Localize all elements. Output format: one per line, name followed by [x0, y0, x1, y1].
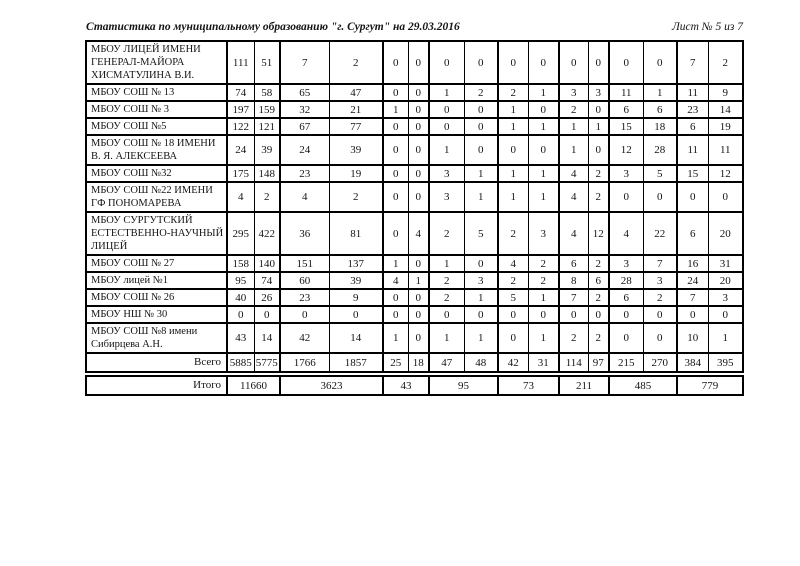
value-cell: 23	[280, 289, 329, 306]
value-cell: 4	[559, 212, 588, 255]
value-cell: 11	[609, 84, 643, 101]
value-cell: 19	[329, 165, 383, 182]
total-value-cell: 18	[408, 353, 429, 372]
value-cell: 7	[677, 41, 708, 84]
value-cell: 0	[383, 306, 408, 323]
value-cell: 4	[280, 182, 329, 212]
value-cell: 67	[280, 118, 329, 135]
value-cell: 39	[329, 135, 383, 165]
value-cell: 39	[329, 272, 383, 289]
value-cell: 0	[559, 41, 588, 84]
report-title: Статистика по муниципальному образованию "г. Сургут" на 29.03.2016	[86, 21, 460, 33]
tables-wrap	[85, 40, 744, 396]
value-cell: 6	[588, 272, 609, 289]
value-cell: 175	[227, 165, 254, 182]
grand-total-value-cell: 73	[498, 376, 559, 395]
school-name-cell: МБОУ СОШ № 18 ИМЕНИ В. Я. АЛЕКСЕЕВА	[86, 135, 227, 165]
value-cell: 47	[329, 84, 383, 101]
value-cell: 0	[383, 41, 408, 84]
value-cell: 1	[383, 255, 408, 272]
value-cell: 28	[643, 135, 677, 165]
value-cell: 0	[408, 255, 429, 272]
value-cell: 3	[464, 272, 498, 289]
value-cell: 3	[528, 212, 559, 255]
value-cell: 0	[528, 135, 559, 165]
grand-total-value-cell: 485	[609, 376, 677, 395]
school-name-cell: МБОУ СОШ №22 ИМЕНИ ГФ ПОНОМАРЕВА	[86, 182, 227, 212]
value-cell: 7	[677, 289, 708, 306]
value-cell: 5	[498, 289, 528, 306]
value-cell: 1	[383, 101, 408, 118]
value-cell: 2	[254, 182, 280, 212]
value-cell: 74	[227, 84, 254, 101]
value-cell: 1	[528, 118, 559, 135]
value-cell: 1	[429, 255, 464, 272]
value-cell: 0	[609, 182, 643, 212]
value-cell: 0	[677, 306, 708, 323]
value-cell: 0	[408, 306, 429, 323]
table-row	[86, 255, 743, 272]
value-cell: 0	[408, 165, 429, 182]
value-cell: 3	[588, 84, 609, 101]
value-cell: 23	[677, 101, 708, 118]
value-cell: 0	[408, 323, 429, 353]
table-row	[86, 182, 743, 212]
value-cell: 3	[643, 272, 677, 289]
total-row	[86, 353, 743, 372]
value-cell: 0	[408, 182, 429, 212]
value-cell: 1	[498, 118, 528, 135]
value-cell: 22	[643, 212, 677, 255]
grand-total-value-cell: 211	[559, 376, 609, 395]
value-cell: 2	[588, 289, 609, 306]
value-cell: 12	[708, 165, 743, 182]
value-cell: 2	[588, 165, 609, 182]
value-cell: 1	[429, 323, 464, 353]
value-cell: 2	[588, 182, 609, 212]
school-name-cell: МБОУ СУРГУТСКИЙ ЕСТЕСТВЕННО-НАУЧНЫЙ ЛИЦЕЙ	[86, 212, 227, 255]
value-cell: 12	[609, 135, 643, 165]
school-name-cell: МБОУ СОШ №32	[86, 165, 227, 182]
value-cell: 0	[429, 101, 464, 118]
total-value-cell: 114	[559, 353, 588, 372]
school-name-cell: МБОУ ЛИЦЕЙ ИМЕНИ ГЕНЕРАЛ-МАЙОРА ХИСМАТУЛИНА В.И.	[86, 41, 227, 84]
value-cell: 1	[498, 101, 528, 118]
value-cell: 2	[708, 41, 743, 84]
value-cell: 14	[254, 323, 280, 353]
value-cell: 122	[227, 118, 254, 135]
school-name-cell: МБОУ лицей №1	[86, 272, 227, 289]
total-label-cell: Всего	[86, 353, 227, 372]
value-cell: 0	[408, 101, 429, 118]
grand-total-value-cell: 43	[383, 376, 429, 395]
value-cell: 1	[408, 272, 429, 289]
value-cell: 1	[383, 323, 408, 353]
value-cell: 8	[559, 272, 588, 289]
value-cell: 0	[677, 182, 708, 212]
value-cell: 6	[559, 255, 588, 272]
total-value-cell: 48	[464, 353, 498, 372]
value-cell: 3	[609, 165, 643, 182]
value-cell: 1	[498, 165, 528, 182]
value-cell: 24	[677, 272, 708, 289]
value-cell: 2	[559, 101, 588, 118]
school-name-cell: МБОУ СОШ № 3	[86, 101, 227, 118]
value-cell: 197	[227, 101, 254, 118]
value-cell: 0	[429, 41, 464, 84]
value-cell: 20	[708, 212, 743, 255]
value-cell: 5	[643, 165, 677, 182]
value-cell: 1	[559, 135, 588, 165]
value-cell: 7	[643, 255, 677, 272]
value-cell: 4	[559, 165, 588, 182]
value-cell: 58	[254, 84, 280, 101]
value-cell: 0	[498, 41, 528, 84]
total-value-cell: 31	[528, 353, 559, 372]
value-cell: 0	[254, 306, 280, 323]
value-cell: 6	[677, 212, 708, 255]
value-cell: 36	[280, 212, 329, 255]
grand-total-value-cell: 779	[677, 376, 743, 395]
value-cell: 158	[227, 255, 254, 272]
value-cell: 4	[559, 182, 588, 212]
table-row	[86, 272, 743, 289]
grand-total-value-cell: 3623	[280, 376, 383, 395]
value-cell: 0	[464, 135, 498, 165]
value-cell: 95	[227, 272, 254, 289]
value-cell: 137	[329, 255, 383, 272]
value-cell: 2	[588, 323, 609, 353]
value-cell: 60	[280, 272, 329, 289]
value-cell: 0	[464, 41, 498, 84]
value-cell: 42	[280, 323, 329, 353]
value-cell: 140	[254, 255, 280, 272]
value-cell: 2	[429, 272, 464, 289]
school-name-cell: МБОУ СОШ № 27	[86, 255, 227, 272]
value-cell: 28	[609, 272, 643, 289]
value-cell: 2	[498, 84, 528, 101]
value-cell: 0	[643, 182, 677, 212]
value-cell: 0	[643, 323, 677, 353]
statistics-table	[85, 40, 744, 373]
table-row	[86, 165, 743, 182]
value-cell: 6	[609, 101, 643, 118]
value-cell: 121	[254, 118, 280, 135]
value-cell: 23	[280, 165, 329, 182]
value-cell: 0	[408, 118, 429, 135]
value-cell: 2	[429, 212, 464, 255]
value-cell: 20	[708, 272, 743, 289]
value-cell: 2	[464, 84, 498, 101]
table-row	[86, 323, 743, 353]
value-cell: 2	[498, 212, 528, 255]
value-cell: 1	[528, 323, 559, 353]
value-cell: 0	[227, 306, 254, 323]
school-name-cell: МБОУ СОШ № 13	[86, 84, 227, 101]
school-name-cell: МБОУ СОШ № 26	[86, 289, 227, 306]
value-cell: 16	[677, 255, 708, 272]
value-cell: 31	[708, 255, 743, 272]
value-cell: 0	[383, 135, 408, 165]
value-cell: 1	[464, 165, 498, 182]
value-cell: 14	[329, 323, 383, 353]
value-cell: 1	[464, 182, 498, 212]
value-cell: 0	[588, 306, 609, 323]
value-cell: 24	[280, 135, 329, 165]
value-cell: 5	[464, 212, 498, 255]
value-cell: 0	[408, 41, 429, 84]
value-cell: 3	[708, 289, 743, 306]
total-value-cell: 1766	[280, 353, 329, 372]
value-cell: 0	[588, 41, 609, 84]
value-cell: 0	[643, 41, 677, 84]
value-cell: 295	[227, 212, 254, 255]
value-cell: 1	[588, 118, 609, 135]
value-cell: 43	[227, 323, 254, 353]
value-cell: 1	[643, 84, 677, 101]
value-cell: 9	[329, 289, 383, 306]
value-cell: 3	[429, 182, 464, 212]
value-cell: 0	[329, 306, 383, 323]
total-value-cell: 97	[588, 353, 609, 372]
value-cell: 1	[528, 182, 559, 212]
value-cell: 4	[609, 212, 643, 255]
value-cell: 10	[677, 323, 708, 353]
value-cell: 11	[708, 135, 743, 165]
value-cell: 0	[383, 84, 408, 101]
value-cell: 1	[708, 323, 743, 353]
value-cell: 0	[498, 306, 528, 323]
value-cell: 0	[408, 135, 429, 165]
value-cell: 18	[643, 118, 677, 135]
value-cell: 12	[588, 212, 609, 255]
value-cell: 11	[677, 84, 708, 101]
value-cell: 0	[429, 118, 464, 135]
sheet-number: Лист № 5 из 7	[671, 21, 743, 33]
total-value-cell: 270	[643, 353, 677, 372]
value-cell: 15	[609, 118, 643, 135]
value-cell: 0	[464, 118, 498, 135]
grand-total-value-cell: 95	[429, 376, 498, 395]
value-cell: 15	[677, 165, 708, 182]
value-cell: 11	[677, 135, 708, 165]
value-cell: 2	[559, 323, 588, 353]
value-cell: 21	[329, 101, 383, 118]
value-cell: 0	[464, 306, 498, 323]
value-cell: 1	[498, 182, 528, 212]
value-cell: 2	[329, 41, 383, 84]
value-cell: 39	[254, 135, 280, 165]
value-cell: 77	[329, 118, 383, 135]
table-row	[86, 41, 743, 84]
value-cell: 19	[708, 118, 743, 135]
total-value-cell: 25	[383, 353, 408, 372]
value-cell: 1	[429, 135, 464, 165]
table-row	[86, 118, 743, 135]
value-cell: 0	[498, 323, 528, 353]
value-cell: 0	[429, 306, 464, 323]
value-cell: 40	[227, 289, 254, 306]
school-name-cell: МБОУ СОШ №5	[86, 118, 227, 135]
table-row	[86, 212, 743, 255]
total-value-cell: 5885	[227, 353, 254, 372]
value-cell: 6	[643, 101, 677, 118]
table-row	[86, 306, 743, 323]
grand-total-table	[85, 375, 744, 396]
value-cell: 0	[383, 165, 408, 182]
value-cell: 65	[280, 84, 329, 101]
value-cell: 0	[609, 323, 643, 353]
value-cell: 14	[708, 101, 743, 118]
total-value-cell: 47	[429, 353, 464, 372]
value-cell: 0	[383, 289, 408, 306]
value-cell: 148	[254, 165, 280, 182]
value-cell: 7	[559, 289, 588, 306]
total-value-cell: 215	[609, 353, 643, 372]
value-cell: 2	[528, 255, 559, 272]
grand-total-value-cell: 11660	[227, 376, 280, 395]
total-value-cell: 395	[708, 353, 743, 372]
school-name-cell: МБОУ СОШ №8 имени Сибирцева А.Н.	[86, 323, 227, 353]
value-cell: 2	[498, 272, 528, 289]
value-cell: 2	[528, 272, 559, 289]
value-cell: 2	[643, 289, 677, 306]
value-cell: 4	[227, 182, 254, 212]
value-cell: 2	[329, 182, 383, 212]
value-cell: 0	[383, 182, 408, 212]
value-cell: 6	[609, 289, 643, 306]
value-cell: 3	[559, 84, 588, 101]
table-row	[86, 84, 743, 101]
value-cell: 6	[677, 118, 708, 135]
value-cell: 0	[708, 182, 743, 212]
value-cell: 0	[588, 135, 609, 165]
value-cell: 2	[588, 255, 609, 272]
value-cell: 1	[559, 118, 588, 135]
value-cell: 1	[464, 289, 498, 306]
value-cell: 0	[708, 306, 743, 323]
value-cell: 81	[329, 212, 383, 255]
value-cell: 51	[254, 41, 280, 84]
value-cell: 1	[464, 323, 498, 353]
value-cell: 4	[383, 272, 408, 289]
grand-total-row	[86, 376, 743, 395]
page-header	[86, 21, 743, 36]
value-cell: 0	[559, 306, 588, 323]
value-cell: 2	[429, 289, 464, 306]
value-cell: 159	[254, 101, 280, 118]
value-cell: 9	[708, 84, 743, 101]
value-cell: 0	[609, 41, 643, 84]
total-value-cell: 1857	[329, 353, 383, 372]
value-cell: 422	[254, 212, 280, 255]
total-value-cell: 42	[498, 353, 528, 372]
value-cell: 0	[408, 289, 429, 306]
value-cell: 7	[280, 41, 329, 84]
table-row	[86, 101, 743, 118]
value-cell: 0	[408, 84, 429, 101]
table-row	[86, 135, 743, 165]
value-cell: 0	[528, 306, 559, 323]
value-cell: 4	[408, 212, 429, 255]
grand-total-label-cell: Итого	[86, 376, 227, 395]
value-cell: 74	[254, 272, 280, 289]
value-cell: 1	[528, 289, 559, 306]
value-cell: 1	[528, 165, 559, 182]
value-cell: 0	[498, 135, 528, 165]
value-cell: 32	[280, 101, 329, 118]
value-cell: 0	[464, 101, 498, 118]
total-value-cell: 5775	[254, 353, 280, 372]
value-cell: 1	[429, 84, 464, 101]
value-cell: 0	[383, 212, 408, 255]
table-row	[86, 289, 743, 306]
value-cell: 0	[643, 306, 677, 323]
school-name-cell: МБОУ НШ № 30	[86, 306, 227, 323]
value-cell: 0	[280, 306, 329, 323]
total-value-cell: 384	[677, 353, 708, 372]
value-cell: 4	[498, 255, 528, 272]
value-cell: 26	[254, 289, 280, 306]
value-cell: 0	[528, 101, 559, 118]
value-cell: 0	[609, 306, 643, 323]
value-cell: 1	[528, 84, 559, 101]
value-cell: 3	[429, 165, 464, 182]
value-cell: 0	[464, 255, 498, 272]
value-cell: 0	[588, 101, 609, 118]
value-cell: 3	[609, 255, 643, 272]
value-cell: 24	[227, 135, 254, 165]
value-cell: 111	[227, 41, 254, 84]
value-cell: 0	[528, 41, 559, 84]
value-cell: 151	[280, 255, 329, 272]
value-cell: 0	[383, 118, 408, 135]
